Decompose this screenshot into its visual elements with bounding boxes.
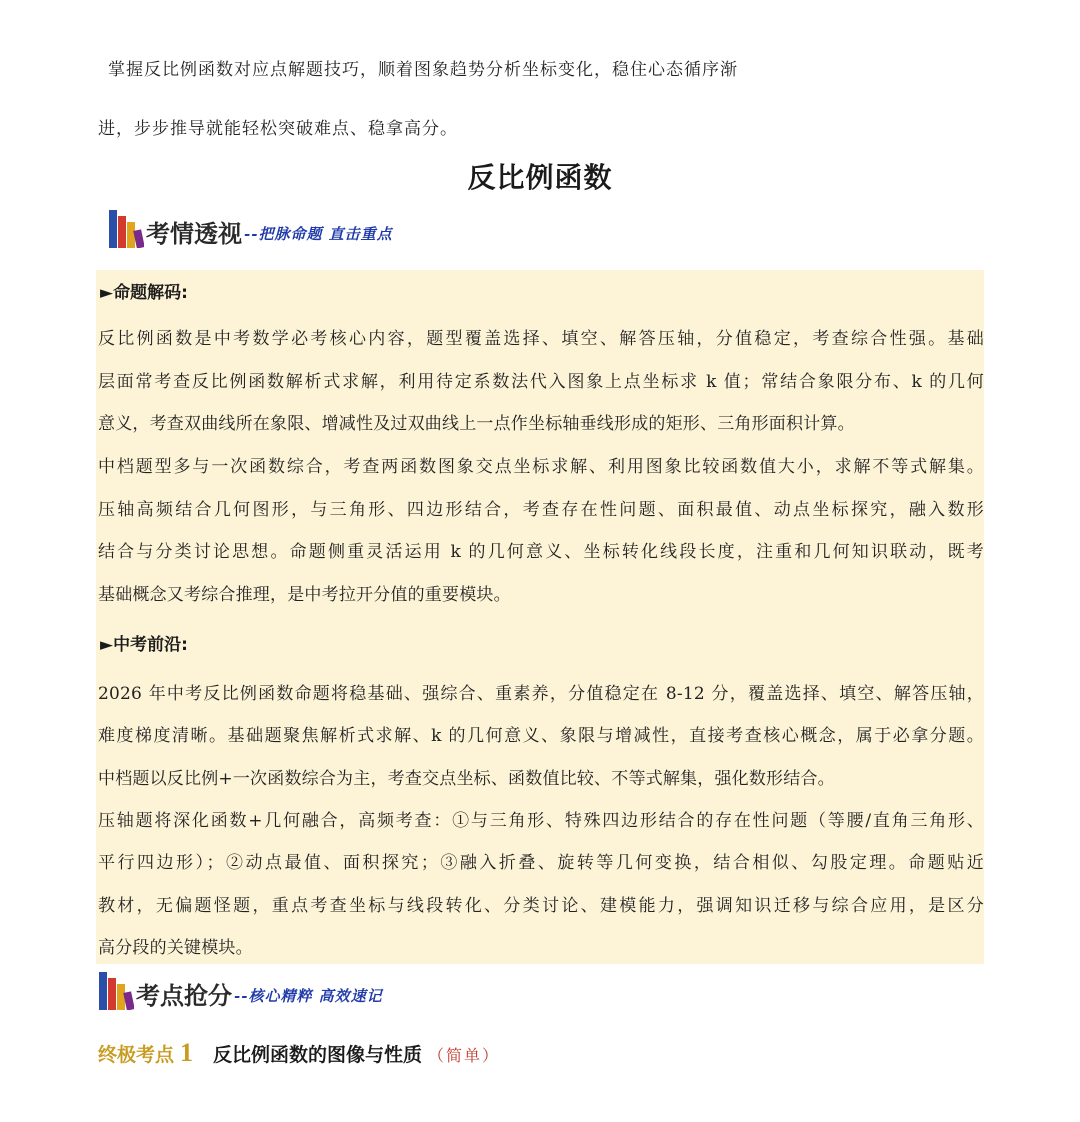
section-subtitle: --把脉命题 直击重点	[244, 225, 393, 243]
page-title: 反比例函数	[467, 161, 613, 194]
section-header-kaodian	[98, 966, 383, 1010]
kaodian-title: 反比例函数的图像与性质	[213, 1044, 423, 1066]
para2-line: 高分段的关键模块。	[98, 938, 253, 958]
intro-line-1: 掌握反比例函数对应点解题技巧，顺着图象趋势分析坐标变化，稳住心态循序渐	[108, 60, 738, 80]
para1-line: 意义，考查双曲线所在象限、增减性及过双曲线上一点作坐标轴垂线形成的矩形、三角形面积计算。	[98, 414, 855, 434]
intro-line-2: 进，步步推导就能轻松突破难点、稳拿高分。	[98, 119, 458, 139]
para2-line: 教材，无偏题怪题，重点考查坐标与线段转化、分类讨论、建模能力，强调知识迁移与综合应用，是区分	[98, 896, 984, 916]
section-header-kaoqing	[108, 204, 393, 248]
para2-line: 平行四边形）；②动点最值、面积探究；③融入折叠、旋转等几何变换，结合相似、勾股定理。命题贴近	[98, 853, 984, 873]
section-subtitle: --核心精粹 高效速记	[234, 987, 383, 1005]
section-label: 考情透视	[146, 220, 242, 248]
subheading-mingti: ►命题解码:	[100, 283, 188, 303]
section-label: 考点抢分	[136, 982, 232, 1010]
para1-line: 结合与分类讨论思想。命题侧重灵活运用 k 的几何意义、坐标转化线段长度，注重和几何知识联动，既考	[98, 542, 984, 562]
para1-line: 中档题型多与一次函数综合，考查两函数图象交点坐标求解、利用图象比较函数值大小，求解不等式解集。	[98, 457, 984, 477]
difficulty-badge: （简单）	[428, 1046, 501, 1065]
para1-line: 反比例函数是中考数学必考核心内容，题型覆盖选择、填空、解答压轴，分值稳定，考查综合性强。基础	[98, 329, 984, 349]
books-icon	[98, 970, 134, 1010]
kaodian-label: 终极考点	[98, 1044, 175, 1066]
para2-line: 2026 年中考反比例函数命题将稳基础、强综合、重素养，分值稳定在 8-12 分，覆盖选择、填空、解答压轴，	[98, 684, 984, 704]
para1-line: 基础概念又考综合推理，是中考拉开分值的重要模块。	[98, 585, 511, 605]
para2-line: 压轴题将深化函数+几何融合，高频考查：①与三角形、特殊四边形结合的存在性问题（等腰/直角三角形、	[98, 811, 984, 831]
books-icon	[108, 208, 144, 248]
para1-line: 压轴高频结合几何图形，与三角形、四边形结合，考查存在性问题、面积最值、动点坐标探究，融入数形	[98, 500, 984, 520]
subheading-qianyan: ►中考前沿:	[100, 635, 188, 655]
para2-line: 难度梯度清晰。基础题聚焦解析式求解、k 的几何意义、象限与增减性，直接考查核心概念，属于必拿分题。	[98, 726, 984, 746]
kaodian-heading	[98, 1038, 500, 1068]
kaodian-number: 1	[180, 1038, 194, 1067]
para1-line: 层面常考查反比例函数解析式求解，利用待定系数法代入图象上点坐标求 k 值；常结合象限分布、k 的几何	[98, 372, 984, 392]
para2-line: 中档题以反比例+一次函数综合为主，考查交点坐标、函数值比较、不等式解集，强化数形结合。	[98, 769, 835, 789]
